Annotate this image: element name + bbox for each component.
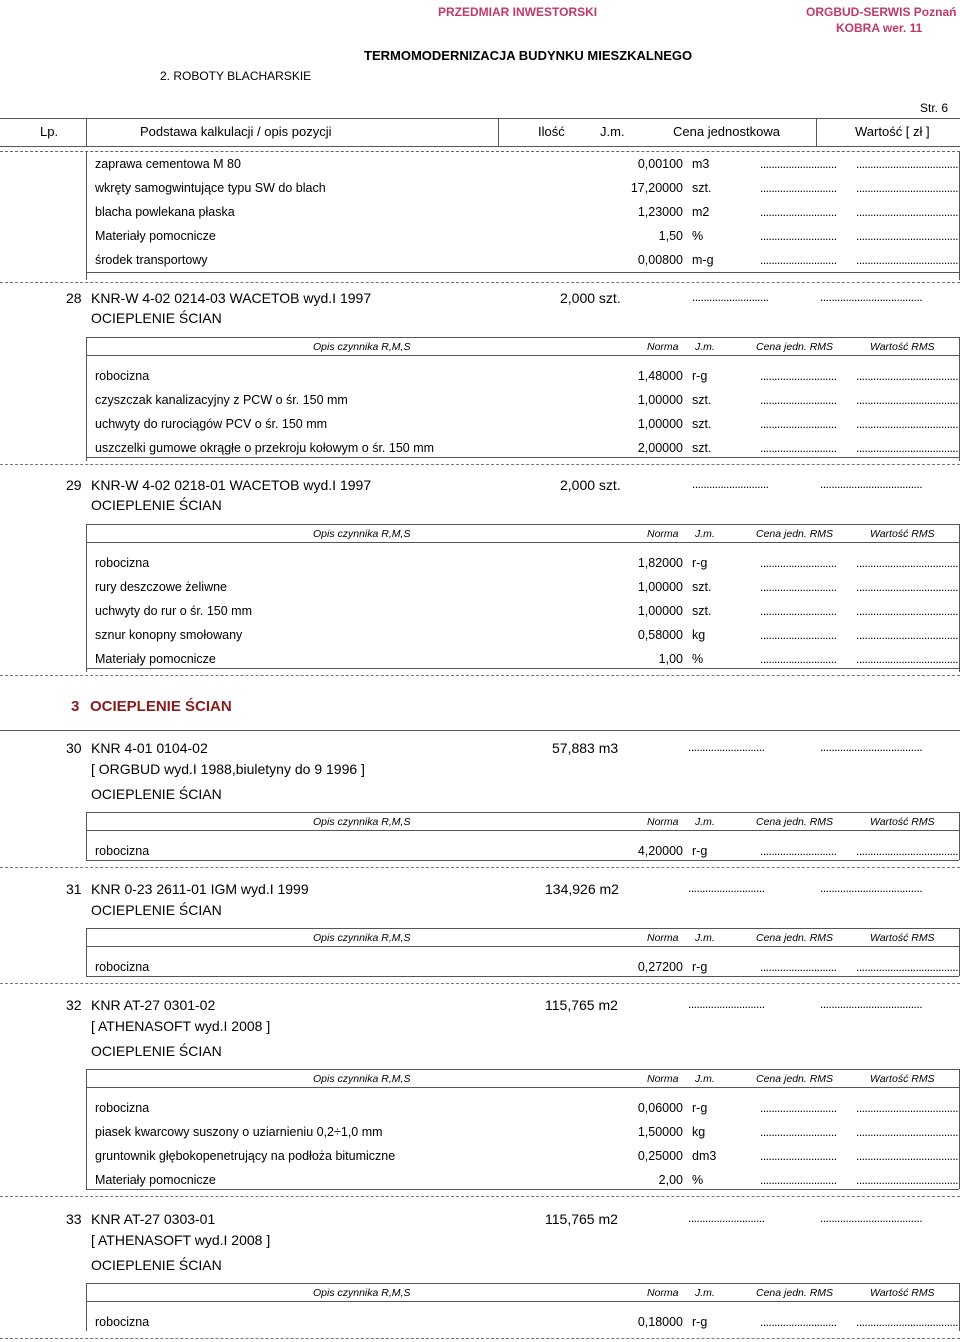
rms-cena: ........................... [760,1125,837,1139]
rms-cena: ........................... [760,1315,837,1329]
sub-col-norma: Norma [647,932,679,944]
rms-wartosc: .................................... [856,1149,959,1163]
item-desc: OCIEPLENIE ŚCIAN [91,497,222,513]
item-price: ........................... [688,740,765,754]
sub-col-wartosc: Wartość RMS [870,1073,935,1085]
item-value: .................................... [820,1211,923,1225]
sub-col-jm: J.m. [695,528,715,540]
rms-wartosc: .................................... [856,417,959,431]
rms-jm: m2 [692,205,710,219]
item-lp: 31 [66,881,82,897]
row-separator [86,524,960,525]
section-number: 3 [71,698,80,715]
rms-jm: szt. [692,604,712,618]
rms-norma: 1,00 [658,652,683,666]
sub-col-jm: J.m. [695,341,715,353]
rms-jm: szt. [692,441,712,455]
row-separator [86,1283,960,1284]
sub-col-cena: Cena jedn. RMS [756,1287,834,1299]
rms-wartosc: .................................... [856,1101,959,1115]
rms-wartosc: .................................... [856,441,959,455]
rms-name: Materiały pomocnicze [95,652,216,666]
sub-col-opis: Opis czynnika R,M,S [313,1073,411,1085]
rms-cena: ........................... [760,205,837,219]
rms-name: wkręty samogwintujące typu SW do blach [95,181,326,195]
rms-norma: 1,00000 [637,417,683,431]
rms-jm: r-g [692,1101,708,1115]
sub-col-jm: J.m. [695,932,715,944]
section-title: OCIEPLENIE ŚCIAN [90,698,232,715]
rms-wartosc: .................................... [856,157,959,171]
rms-norma: 1,23000 [637,205,683,219]
item-desc: OCIEPLENIE ŚCIAN [91,310,222,326]
item-lp: 28 [66,290,82,306]
sub-col-norma: Norma [647,1287,679,1299]
rms-wartosc: .................................... [856,1315,959,1329]
item-qty: 134,926 m2 [545,881,619,897]
row-separator [0,983,960,984]
sub-col-jm: J.m. [695,1073,715,1085]
rms-cena: ........................... [760,604,837,618]
rms-wartosc: .................................... [856,393,959,407]
item-desc: OCIEPLENIE ŚCIAN [91,1257,222,1273]
sub-col-opis: Opis czynnika R,M,S [313,932,411,944]
rms-cena: ........................... [760,253,837,267]
rms-wartosc: .................................... [856,628,959,642]
item-basis-source: [ ATHENASOFT wyd.I 2008 ] [91,1232,271,1248]
rms-name: zaprawa cementowa M 80 [95,157,241,171]
row-separator [86,928,960,929]
rms-name: Materiały pomocnicze [95,1173,216,1187]
item-basis-source: [ ORGBUD wyd.I 1988,biuletyny do 9 1996 ] [91,761,365,777]
row-separator [86,830,960,831]
col-divider [86,119,87,146]
sub-col-cena: Cena jedn. RMS [756,528,834,540]
rms-name: robocizna [95,556,150,570]
rms-cena: ........................... [760,844,837,858]
rms-wartosc: .................................... [856,604,959,618]
rms-name: uchwyty do rur o śr. 150 mm [95,604,253,618]
col-wartosc: Wartość [ zł ] [855,124,930,139]
rms-jm: % [692,229,704,243]
page-number: Str. 6 [920,101,949,115]
rms-jm: kg [692,1125,706,1139]
item-qty: 115,765 m2 [545,1211,618,1227]
rms-name: gruntownik głębokopenetrujący na podłoża bitumiczne [95,1149,396,1163]
rms-wartosc: .................................... [856,205,959,219]
rms-jm: m-g [692,253,714,267]
rms-jm: r-g [692,960,708,974]
rms-name: rury deszczowe żeliwne [95,580,227,594]
rms-cena: ........................... [760,1149,837,1163]
row-separator [86,1087,960,1088]
item-basis: KNR 0-23 2611-01 IGM wyd.I 1999 [91,881,309,897]
doc-type: PRZEDMIAR INWESTORSKI [438,5,598,19]
item-desc: OCIEPLENIE ŚCIAN [91,786,222,802]
item-basis: KNR-W 4-02 0218-01 WACETOB wyd.I 1997 [91,477,372,493]
rms-wartosc: .................................... [856,960,959,974]
sub-col-norma: Norma [647,341,679,353]
box-edge [86,928,87,976]
sub-col-cena: Cena jedn. RMS [756,816,834,828]
row-separator [0,1196,960,1197]
row-separator [86,272,959,273]
rms-norma: 4,20000 [637,844,683,858]
item-value: .................................... [820,477,923,491]
item-price: ........................... [692,477,769,491]
row-separator [86,860,959,861]
rms-cena: ........................... [760,441,837,455]
row-separator [86,1069,960,1070]
rms-wartosc: .................................... [856,229,959,243]
rms-name: robocizna [95,844,150,858]
rms-cena: ........................... [760,181,837,195]
item-qty: 2,000 szt. [560,477,621,493]
rms-cena: ........................... [760,1173,837,1187]
rms-norma: 2,00000 [637,441,683,455]
row-separator [86,668,959,669]
rms-norma: 17,20000 [630,181,683,195]
rms-norma: 0,18000 [637,1315,683,1329]
continuation-rule [0,151,960,152]
sub-col-cena: Cena jedn. RMS [756,932,834,944]
item-value: .................................... [820,997,923,1011]
rms-name: środek transportowy [95,253,208,267]
rms-jm: r-g [692,369,708,383]
row-separator [0,867,960,868]
rms-jm: r-g [692,1315,708,1329]
row-separator [86,946,960,947]
item-value: .................................... [820,881,923,895]
item-basis: KNR AT-27 0303-01 [91,1211,216,1227]
box-edge [86,1069,87,1189]
item-desc: OCIEPLENIE ŚCIAN [91,1043,222,1059]
item-qty: 57,883 m3 [552,740,619,756]
rms-cena: ........................... [760,229,837,243]
rms-norma: 1,50000 [637,1125,683,1139]
row-separator [86,1301,960,1302]
item-lp: 33 [66,1211,82,1227]
rms-jm: r-g [692,556,708,570]
rms-norma: 0,00800 [637,253,683,267]
box-edge [86,1283,87,1331]
rms-norma: 1,00000 [637,393,683,407]
row-separator [0,675,960,676]
box-edge [86,524,87,672]
row-separator [86,457,959,458]
rms-jm: szt. [692,417,712,431]
rms-norma: 0,25000 [637,1149,683,1163]
rms-cena: ........................... [760,652,837,666]
rms-cena: ........................... [760,1101,837,1115]
program-version: KOBRA wer. 11 [836,21,923,35]
rms-norma: 0,06000 [637,1101,683,1115]
rms-cena: ........................... [760,628,837,642]
rms-cena: ........................... [760,417,837,431]
chapter-title: 2. ROBOTY BLACHARSKIE [160,69,312,83]
item-lp: 30 [66,740,82,756]
col-ilosc: Ilość [538,124,565,139]
row-separator [0,464,960,465]
rms-wartosc: .................................... [856,844,959,858]
rms-norma: 1,82000 [637,556,683,570]
item-basis: KNR-W 4-02 0214-03 WACETOB wyd.I 1997 [91,290,372,306]
rms-wartosc: .................................... [856,1125,959,1139]
item-lp: 32 [66,997,82,1013]
rms-cena: ........................... [760,556,837,570]
rms-jm: dm3 [692,1149,717,1163]
sub-col-jm: J.m. [695,816,715,828]
rms-name: piasek kwarcowy suszony o uziarnieniu 0,2÷1,0 mm [95,1125,383,1139]
item-price: ........................... [688,1211,765,1225]
box-edge [86,337,87,461]
sub-col-wartosc: Wartość RMS [870,932,935,944]
item-value: .................................... [820,740,923,754]
sub-col-cena: Cena jedn. RMS [756,1073,834,1085]
header-bottom-rule [0,146,960,147]
row-separator [86,337,960,338]
rms-name: robocizna [95,369,150,383]
rms-jm: szt. [692,181,712,195]
sub-col-opis: Opis czynnika R,M,S [313,528,411,540]
box-edge [86,812,87,860]
row-separator [0,282,960,283]
sub-col-wartosc: Wartość RMS [870,528,935,540]
col-divider [816,119,817,146]
row-separator [0,730,960,731]
sub-col-opis: Opis czynnika R,M,S [313,1287,411,1299]
rms-wartosc: .................................... [856,556,959,570]
row-separator [86,976,959,977]
rms-name: robocizna [95,1101,150,1115]
row-separator [86,355,960,356]
project-title: TERMOMODERNIZACJA BUDYNKU MIESZKALNEGO [364,48,693,63]
rms-wartosc: .................................... [856,580,959,594]
rms-jm: % [692,1173,704,1187]
sub-col-wartosc: Wartość RMS [870,816,935,828]
rms-norma: 0,27200 [637,960,683,974]
item-basis-source: [ ATHENASOFT wyd.I 2008 ] [91,1018,271,1034]
rms-jm: kg [692,628,706,642]
item-price: ........................... [688,881,765,895]
sub-col-norma: Norma [647,528,679,540]
rms-name: uchwyty do rurociągów PCV o śr. 150 mm [95,417,328,431]
sub-col-wartosc: Wartość RMS [870,1287,935,1299]
item-value: .................................... [820,290,923,304]
rms-jm: % [692,652,704,666]
sub-col-norma: Norma [647,816,679,828]
col-lp: Lp. [40,124,59,139]
item-price: ........................... [688,997,765,1011]
item-price: ........................... [692,290,769,304]
row-separator [0,1338,960,1339]
col-jm: J.m. [600,124,625,139]
rms-norma: 1,50 [658,229,683,243]
rms-cena: ........................... [760,580,837,594]
rms-norma: 1,48000 [637,369,683,383]
rms-norma: 2,00 [658,1173,683,1187]
item-qty: 2,000 szt. [560,290,621,306]
rms-wartosc: .................................... [856,253,959,267]
sub-col-opis: Opis czynnika R,M,S [313,341,411,353]
rms-cena: ........................... [760,369,837,383]
rms-cena: ........................... [760,393,837,407]
item-basis: KNR 4-01 0104-02 [91,740,208,756]
rms-jm: r-g [692,844,708,858]
sub-col-opis: Opis czynnika R,M,S [313,816,411,828]
item-basis: KNR AT-27 0301-02 [91,997,216,1013]
item-qty: 115,765 m2 [545,997,618,1013]
rms-wartosc: .................................... [856,181,959,195]
rms-norma: 0,58000 [637,628,683,642]
row-separator [86,812,960,813]
row-separator [86,542,960,543]
col-cena: Cena jednostkowa [673,124,780,139]
rms-jm: szt. [692,580,712,594]
rms-name: sznur konopny smołowany [95,628,243,642]
col-divider [498,119,499,146]
rms-name: czyszczak kanalizacyjny z PCW o śr. 150 mm [95,393,348,407]
row-separator [86,1189,959,1190]
box-edge [86,152,87,280]
item-lp: 29 [66,477,82,493]
rms-name: robocizna [95,1315,150,1329]
sub-col-cena: Cena jedn. RMS [756,341,834,353]
rms-jm: szt. [692,393,712,407]
rms-cena: ........................... [760,157,837,171]
rms-name: Materiały pomocnicze [95,229,216,243]
col-podstawa: Podstawa kalkulacji / opis pozycji [140,124,332,139]
company-name: ORGBUD-SERWIS Poznań [806,5,957,19]
rms-jm: m3 [692,157,710,171]
rms-norma: 0,00100 [637,157,683,171]
rms-name: uszczelki gumowe okrągłe o przekroju kołowym o śr. 150 mm [95,441,435,455]
rms-cena: ........................... [760,960,837,974]
rms-norma: 1,00000 [637,580,683,594]
item-desc: OCIEPLENIE ŚCIAN [91,902,222,918]
rms-wartosc: .................................... [856,369,959,383]
rms-wartosc: .................................... [856,1173,959,1187]
rms-wartosc: .................................... [856,652,959,666]
sub-col-jm: J.m. [695,1287,715,1299]
rms-norma: 1,00000 [637,604,683,618]
sub-col-wartosc: Wartość RMS [870,341,935,353]
sub-col-norma: Norma [647,1073,679,1085]
rms-name: robocizna [95,960,150,974]
rms-name: blacha powlekana płaska [95,205,235,219]
